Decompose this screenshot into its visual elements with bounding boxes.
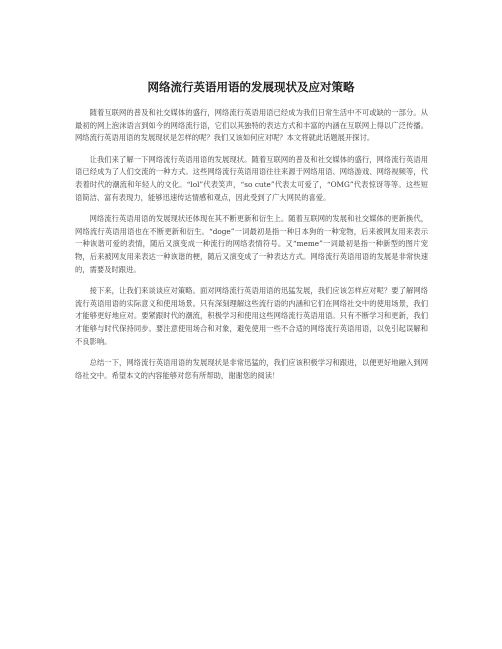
paragraph-intro: 随着互联网的普及和社交媒体的盛行，网络流行英语用语已经成为我们日常生活中不可或缺的一部分。从最初的网上泡沫语言到如今的网络流行语，它们以其独特的表达方式和丰富的内涵在互联网上得以广泛传播。网络流行英语用语的发展现状是怎样的呢？我们又该如何应对呢？本文将就此话题展开探讨。	[75, 108, 428, 143]
paragraph-current-status: 让我们来了解一下网络流行英语用语的发展现状。随着互联网的普及和社交媒体的盛行，网络流行英语用语已经成为了人们交流的一种方式。这些网络流行英语用语往往来源于网络用语、网络游戏、网络视频等，代表着时代的潮流和年轻人的文化。“lol”代表笑声，“so cute”代表太可爱了，“OMG”代表惊讶等等。这些短语简洁、富有表现力，能够迅速传达情感和观点，因此受到了广大网民的喜爱。	[75, 154, 428, 202]
paragraph-evolution: 网络流行英语用语的发展现状还体现在其不断更新和衍生上。随着互联网的发展和社交媒体的更新换代，网络流行英语用语也在不断更新和衍生。“doge”一词最初是指一种日本狗的一种宠物，后来被网友用来表示一种诙谐可爱的表情，随后又演变成一种流行的网络表情符号。又“meme”一词最初是指一种新型的图片宠物，后来被网友用来表达一种诙谐的梗，随后又演变成了一种表达方式。网络流行英语用语的发展是非常快速的，需要及时跟进。	[75, 214, 428, 274]
paragraph-conclusion: 总结一下，网络流行英语用语的发展现状是非常迅猛的，我们应该积极学习和跟进，以便更好地融入到网络社交中。希望本文的内容能够对您有所帮助，谢谢您的阅读！	[75, 358, 428, 380]
document-title: 网络流行英语用语的发展现状及应对策略	[147, 80, 355, 94]
paragraph-strategies: 接下来，让我们来谈谈应对策略。面对网络流行英语用语的迅猛发展，我们应该怎样应对呢？要了解网络流行英语用语的实际意义和使用场景。只有深刻理解这些流行语的内涵和它们在网络社交中的使用场景，我们才能够更好地应对。要紧跟时代的潮流，积极学习和使用这些网络流行英语用语。只有不断学习和更新，我们才能够与时代保持同步。要注意使用场合和对象，避免使用一些不合适的网络流行英语用语，以免引起误解和不良影响。	[75, 286, 428, 346]
document-body	[75, 107, 428, 391]
